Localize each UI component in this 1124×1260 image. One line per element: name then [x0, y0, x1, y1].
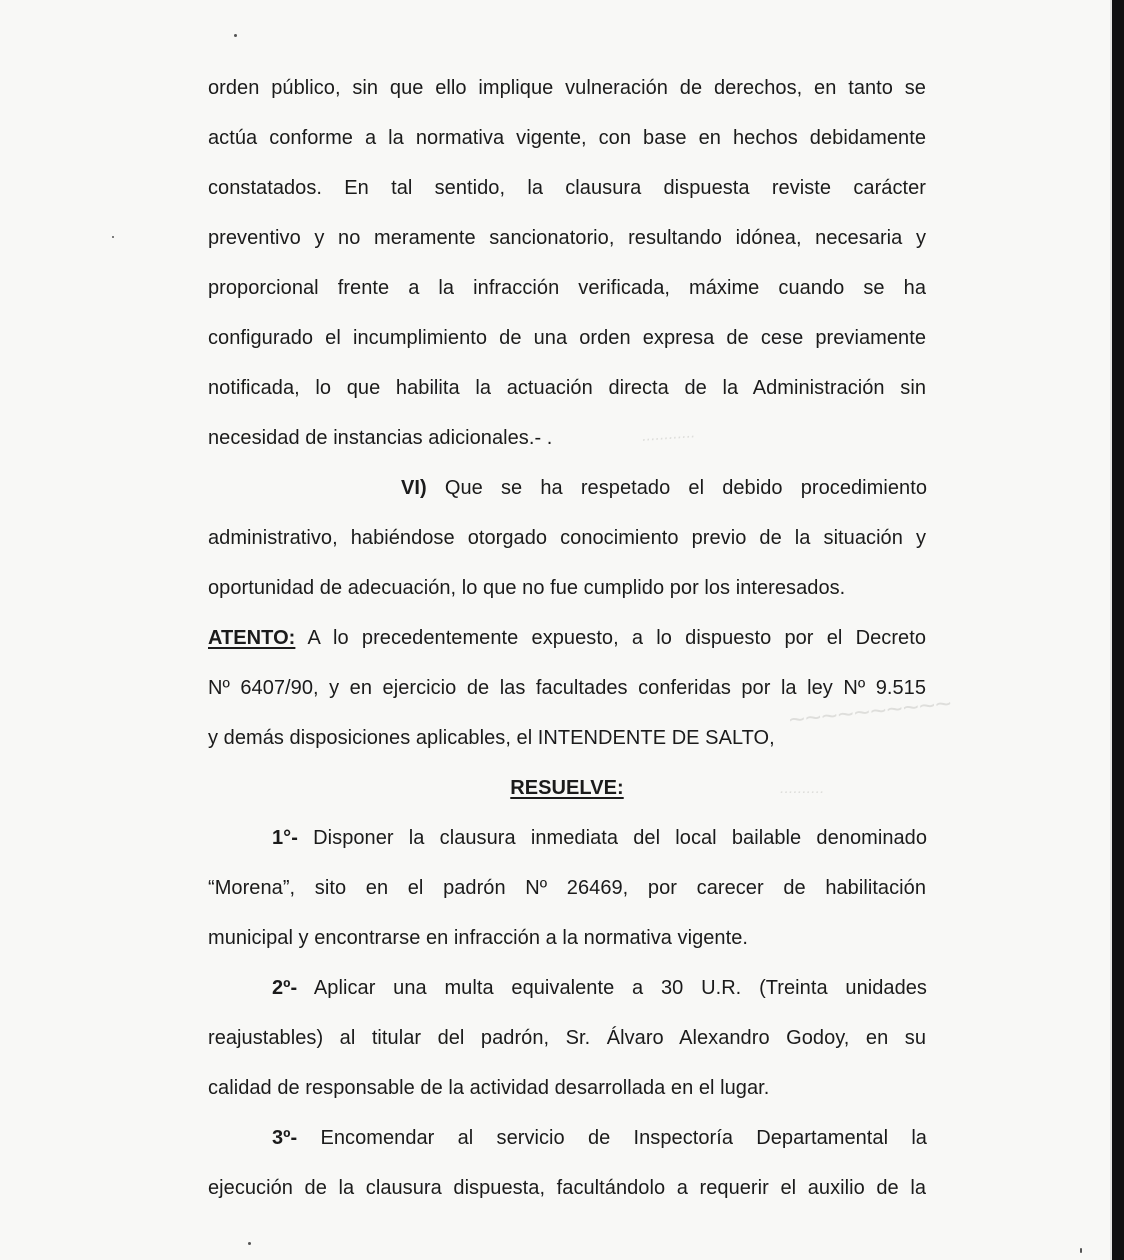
body-line: necesidad de instancias adicionales.- . — [208, 427, 553, 449]
considerando-vi-label: VI) — [401, 477, 427, 499]
scan-speck — [248, 1242, 251, 1245]
item-2-first-line — [272, 974, 927, 1002]
item-1-first-line — [272, 824, 927, 852]
item-3-text: Encomendar al servicio de Inspectoría Departamental la — [320, 1127, 927, 1149]
resuelve-heading: RESUELVE: — [510, 777, 624, 799]
scan-speck — [1080, 1248, 1082, 1253]
body-line: preventivo y no meramente sancionatorio, resultando idónea, necesaria y — [208, 227, 926, 249]
item-2-text: Aplicar una multa equivalente a 30 U.R. (Treinta unidades — [313, 977, 927, 999]
item-2-number: 2º- — [272, 977, 298, 999]
body-line: municipal y encontrarse en infracción a la normativa vigente. — [208, 927, 748, 949]
body-line: reajustables) al titular del padrón, Sr. Álvaro Alexandro Godoy, en su — [208, 1027, 926, 1049]
considerando-vi-first-line — [401, 474, 927, 502]
scan-speck — [234, 34, 237, 37]
item-1-number: 1°- — [272, 827, 298, 849]
scan-speck — [112, 236, 114, 238]
body-line: y demás disposiciones aplicables, el INTENDENTE DE SALTO, — [208, 727, 775, 749]
body-line: orden público, sin que ello implique vulneración de derechos, en tanto se — [208, 77, 926, 99]
bleed-through-signature: ~~~~~~~~~~ — [786, 687, 953, 736]
body-line: oportunidad de adecuación, lo que no fue cumplido por los interesados. — [208, 577, 846, 599]
body-line: Nº 6407/90, y en ejercicio de las facultades conferidas por la ley Nº 9.515 — [208, 677, 926, 699]
item-3-number: 3º- — [272, 1127, 298, 1149]
item-1-text: Disponer la clausura inmediata del local bailable denominado — [313, 827, 928, 849]
bleed-through-text: .......... — [780, 780, 825, 797]
body-line: actúa conforme a la normativa vigente, con base en hechos debidamente — [208, 127, 926, 149]
body-line: constatados. En tal sentido, la clausura dispuesta reviste carácter — [208, 177, 926, 199]
item-3-first-line — [272, 1124, 927, 1152]
bleed-through-text: ............ — [641, 424, 696, 445]
body-line: administrativo, habiéndose otorgado conocimiento previo de la situación y — [208, 527, 926, 549]
resuelve-heading-line — [208, 774, 926, 802]
scan-border — [1112, 0, 1124, 1260]
body-line: calidad de responsable de la actividad desarrollada en el lugar. — [208, 1077, 770, 1099]
body-line: ejecución de la clausura dispuesta, facultándolo a requerir el auxilio de la — [208, 1177, 926, 1199]
body-line: configurado el incumplimiento de una orden expresa de cese previamente — [208, 327, 926, 349]
body-line: proporcional frente a la infracción verificada, máxime cuando se ha — [208, 277, 926, 299]
atento-label: ATENTO: — [208, 627, 296, 649]
atento-text: A lo precedentemente expuesto, a lo dispuesto por el Decreto — [307, 627, 926, 649]
body-line: notificada, lo que habilita la actuación directa de la Administración sin — [208, 377, 926, 399]
atento-first-line — [208, 624, 926, 652]
body-line: “Morena”, sito en el padrón Nº 26469, por carecer de habilitación — [208, 877, 926, 899]
considerando-vi-text: Que se ha respetado el debido procedimiento — [444, 477, 927, 499]
